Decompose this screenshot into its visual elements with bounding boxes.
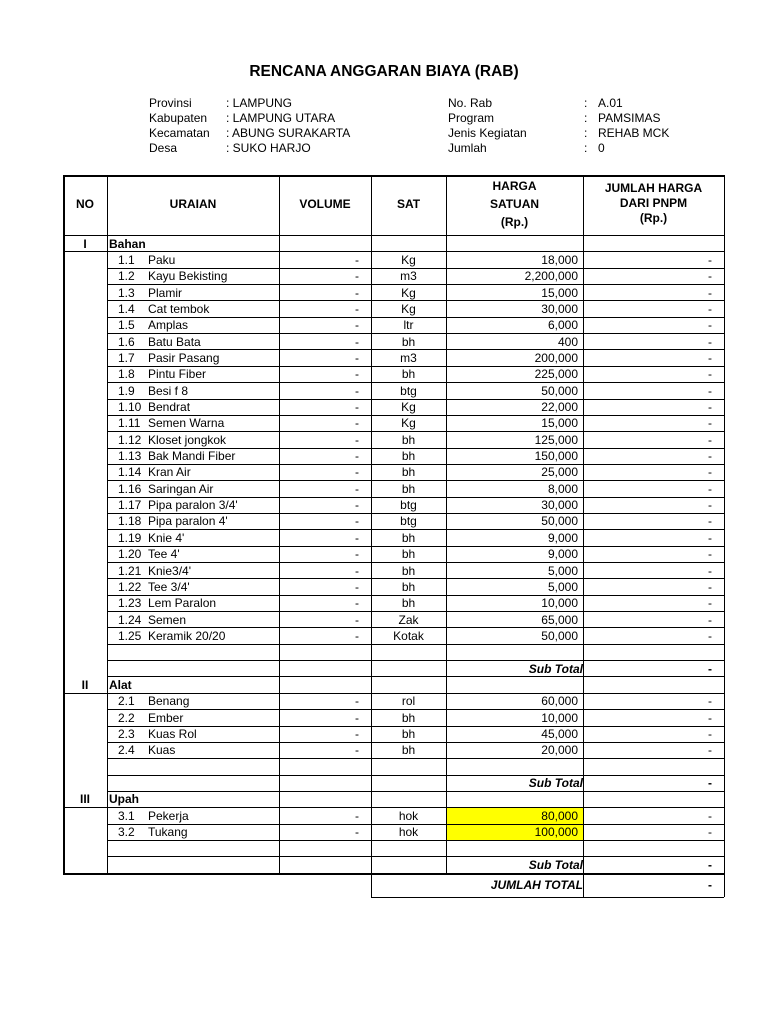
item-volume: - xyxy=(355,465,359,480)
item-amount: - xyxy=(708,514,712,529)
item-unit-price: 20,000 xyxy=(541,743,578,758)
item-unit: bh xyxy=(401,563,416,578)
column-header-volume: VOLUME xyxy=(299,197,351,211)
item-name: Bendrat xyxy=(148,400,191,414)
info-value: : SUKO HARJO xyxy=(226,141,311,155)
item-unit: Kg xyxy=(401,285,416,300)
item-number: 1.18 xyxy=(118,514,142,529)
item-unit: hok xyxy=(398,825,419,840)
item-unit: ltr xyxy=(403,318,414,333)
item-number: 2.1 xyxy=(118,694,135,709)
grid-line xyxy=(371,897,724,898)
item-unit-price: 8,000 xyxy=(547,481,578,496)
item-volume: - xyxy=(355,383,359,398)
info-colon: : xyxy=(584,141,588,155)
item-name: Knie3/4' xyxy=(148,563,191,578)
item-unit: bh xyxy=(401,367,416,382)
item-unit: Kg xyxy=(401,416,416,431)
item-volume: - xyxy=(355,416,359,431)
subtotal-label: Sub Total xyxy=(528,857,583,872)
item-amount: - xyxy=(708,449,712,464)
info-label: Provinsi xyxy=(149,96,192,110)
item-unit-price: 60,000 xyxy=(541,694,578,709)
item-number: 1.5 xyxy=(118,318,135,333)
column-header-jumlah: DARI PNPM xyxy=(619,196,688,210)
item-unit: bh xyxy=(401,710,416,725)
item-name: Pipa paralon 4' xyxy=(148,514,228,529)
info-label: Kabupaten xyxy=(149,111,208,125)
item-unit: rol xyxy=(401,694,416,709)
item-amount: - xyxy=(708,710,712,725)
subtotal-label: Sub Total xyxy=(528,661,583,676)
item-name: Kuas xyxy=(148,743,176,758)
item-name: Semen Warna xyxy=(148,416,225,431)
item-name: Tukang xyxy=(148,825,188,840)
item-name: Cat tembok xyxy=(148,301,210,316)
info-label: No. Rab xyxy=(448,96,493,110)
item-volume: - xyxy=(355,547,359,562)
item-number: 1.7 xyxy=(118,350,135,365)
item-unit-price: 200,000 xyxy=(534,350,578,365)
column-header-jumlah: JUMLAH HARGA xyxy=(604,181,703,195)
item-volume: - xyxy=(355,694,359,709)
item-volume: - xyxy=(355,350,359,365)
item-number: 1.1 xyxy=(118,252,135,267)
info-value: : ABUNG SURAKARTA xyxy=(226,126,351,140)
project-info-left-values xyxy=(226,96,350,156)
column-header-uraian: URAIAN xyxy=(169,197,217,211)
item-unit-price: 30,000 xyxy=(541,498,578,513)
item-number: 1.16 xyxy=(118,481,142,496)
item-volume: - xyxy=(355,530,359,545)
item-unit: Kg xyxy=(401,252,416,267)
item-name: Saringan Air xyxy=(148,481,214,496)
item-name: Kran Air xyxy=(148,465,191,480)
item-unit: bh xyxy=(401,481,416,496)
item-name: Besi f 8 xyxy=(148,383,189,398)
item-number: 2.2 xyxy=(118,710,135,725)
item-name: Bak Mandi Fiber xyxy=(148,449,236,464)
item-name: Benang xyxy=(148,694,190,709)
item-number: 1.13 xyxy=(118,449,142,464)
grand-total-amount: - xyxy=(708,877,712,892)
item-name: Plamir xyxy=(148,285,183,300)
project-info-left xyxy=(149,96,210,156)
item-unit-price: 150,000 xyxy=(534,449,578,464)
info-label: Kecamatan xyxy=(149,126,210,140)
item-volume: - xyxy=(355,449,359,464)
project-info-right-values xyxy=(598,96,669,156)
item-volume: - xyxy=(355,808,359,823)
item-unit-price: 50,000 xyxy=(541,383,578,398)
item-name: Lem Paralon xyxy=(148,596,217,611)
item-unit-price: 80,000 xyxy=(541,808,578,823)
item-volume: - xyxy=(355,710,359,725)
item-number: 1.24 xyxy=(118,612,142,627)
item-amount: - xyxy=(708,334,712,349)
item-unit-price: 5,000 xyxy=(547,579,578,594)
item-volume: - xyxy=(355,334,359,349)
item-unit-price: 5,000 xyxy=(547,563,578,578)
item-unit: bh xyxy=(401,727,416,741)
grid-line xyxy=(63,175,724,177)
item-unit: Kg xyxy=(401,301,416,316)
info-label: Desa xyxy=(149,141,178,155)
item-unit-price: 15,000 xyxy=(541,416,578,431)
item-volume: - xyxy=(355,743,359,758)
grand-total-label: JUMLAH TOTAL xyxy=(490,877,583,892)
item-amount: - xyxy=(708,530,712,545)
info-value: PAMSIMAS xyxy=(598,111,661,125)
grid-line xyxy=(63,873,724,875)
rab-table xyxy=(63,175,724,899)
item-unit: btg xyxy=(400,498,417,513)
subtotal-amount: - xyxy=(708,857,712,872)
item-volume: - xyxy=(355,301,359,316)
item-number: 1.20 xyxy=(118,547,142,562)
item-unit: btg xyxy=(400,514,417,529)
item-name: Pasir Pasang xyxy=(148,350,220,365)
item-volume: - xyxy=(355,498,359,513)
item-unit-price: 18,000 xyxy=(541,252,578,267)
item-name: Pintu Fiber xyxy=(148,367,207,382)
column-header-harga: HARGA xyxy=(492,179,537,193)
item-name: Batu Bata xyxy=(148,334,201,349)
item-number: 1.14 xyxy=(118,465,142,480)
item-amount: - xyxy=(708,432,712,447)
info-colon: : xyxy=(584,96,588,110)
item-amount: - xyxy=(708,727,712,741)
item-amount: - xyxy=(708,498,712,513)
item-unit-price: 9,000 xyxy=(547,547,578,562)
project-info-right-colons xyxy=(584,96,587,156)
item-number: 1.11 xyxy=(118,416,141,431)
info-value: 0 xyxy=(598,141,605,155)
item-volume: - xyxy=(355,367,359,382)
item-volume: - xyxy=(355,318,359,333)
page-title: RENCANA ANGGARAN BIAYA (RAB) xyxy=(249,63,519,80)
section-number: III xyxy=(79,792,90,807)
item-volume: - xyxy=(355,563,359,578)
item-amount: - xyxy=(708,383,712,398)
item-number: 1.10 xyxy=(118,400,142,414)
item-unit-price: 6,000 xyxy=(547,318,578,333)
item-number: 1.12 xyxy=(118,432,142,447)
item-amount: - xyxy=(708,596,712,611)
item-unit: Zak xyxy=(398,612,419,627)
item-unit-price: 2,200,000 xyxy=(524,269,578,284)
item-unit-price: 9,000 xyxy=(547,530,578,545)
item-number: 1.3 xyxy=(118,285,135,300)
info-value: : LAMPUNG xyxy=(226,96,293,110)
item-unit-price: 50,000 xyxy=(541,514,578,529)
item-unit: bh xyxy=(401,743,416,758)
item-name: Knie 4' xyxy=(148,530,185,545)
item-number: 1.19 xyxy=(118,530,142,545)
item-amount: - xyxy=(708,465,712,480)
item-name: Amplas xyxy=(148,318,189,333)
item-volume: - xyxy=(355,269,359,284)
item-number: 1.23 xyxy=(118,596,142,611)
item-amount: - xyxy=(708,269,712,284)
column-header-jumlah: (Rp.) xyxy=(639,211,668,225)
item-number: 2.4 xyxy=(118,743,135,758)
item-unit-price: 15,000 xyxy=(541,285,578,300)
info-value: A.01 xyxy=(598,96,623,110)
item-number: 1.22 xyxy=(118,579,142,594)
item-unit-price: 10,000 xyxy=(541,596,578,611)
section-name: Bahan xyxy=(109,236,146,251)
item-amount: - xyxy=(708,252,712,267)
item-amount: - xyxy=(708,547,712,562)
item-number: 3.1 xyxy=(118,808,135,823)
grid-line xyxy=(63,235,724,236)
item-number: 1.17 xyxy=(118,498,142,513)
item-unit-price: 30,000 xyxy=(541,301,578,316)
item-name: Tee 4' xyxy=(148,547,180,562)
grid-line xyxy=(107,175,108,873)
item-number: 1.2 xyxy=(118,269,135,284)
item-name: Paku xyxy=(148,252,176,267)
item-amount: - xyxy=(708,825,712,840)
item-volume: - xyxy=(355,285,359,300)
item-name: Pipa paralon 3/4' xyxy=(148,498,238,513)
info-label: Program xyxy=(448,111,495,125)
item-amount: - xyxy=(708,318,712,333)
info-value: : LAMPUNG UTARA xyxy=(226,111,336,125)
item-number: 1.9 xyxy=(118,383,135,398)
item-volume: - xyxy=(355,579,359,594)
item-volume: - xyxy=(355,400,359,414)
item-amount: - xyxy=(708,301,712,316)
info-label: Jumlah xyxy=(448,141,487,155)
item-amount: - xyxy=(708,579,712,594)
info-colon: : xyxy=(584,126,588,140)
column-header-harga: SATUAN xyxy=(489,197,540,211)
item-amount: - xyxy=(708,350,712,365)
item-unit: btg xyxy=(400,383,417,398)
info-colon: : xyxy=(584,111,588,125)
item-name: Kayu Bekisting xyxy=(148,269,228,284)
item-amount: - xyxy=(708,612,712,627)
item-unit-price: 125,000 xyxy=(534,432,578,447)
grid-line xyxy=(107,644,724,645)
subtotal-amount: - xyxy=(708,776,712,791)
item-name: Semen xyxy=(148,612,187,627)
item-unit-price: 225,000 xyxy=(534,367,578,382)
item-unit: bh xyxy=(401,432,416,447)
item-amount: - xyxy=(708,694,712,709)
section-name: Upah xyxy=(109,792,139,807)
section-number: I xyxy=(83,236,87,251)
item-amount: - xyxy=(708,416,712,431)
item-volume: - xyxy=(355,628,359,643)
item-amount: - xyxy=(708,285,712,300)
item-unit: hok xyxy=(398,808,419,823)
item-volume: - xyxy=(355,596,359,611)
item-amount: - xyxy=(708,400,712,414)
item-unit: bh xyxy=(401,465,416,480)
item-amount: - xyxy=(708,808,712,823)
item-amount: - xyxy=(708,628,712,643)
item-unit: bh xyxy=(401,334,416,349)
item-unit: m3 xyxy=(400,350,417,365)
item-number: 1.6 xyxy=(118,334,135,349)
item-unit: Kg xyxy=(401,400,416,414)
item-name: Keramik 20/20 xyxy=(148,628,226,643)
column-header-sat: SAT xyxy=(396,197,421,211)
item-name: Pekerja xyxy=(148,808,189,823)
subtotal-label: Sub Total xyxy=(528,776,583,791)
item-unit-price: 45,000 xyxy=(541,727,578,741)
item-volume: - xyxy=(355,252,359,267)
project-info-right xyxy=(448,96,527,156)
item-volume: - xyxy=(355,612,359,627)
item-unit-price: 25,000 xyxy=(541,465,578,480)
subtotal-amount: - xyxy=(708,661,712,676)
grid-line xyxy=(724,175,725,897)
column-header-harga: (Rp.) xyxy=(500,215,529,229)
item-name: Kloset jongkok xyxy=(148,432,227,447)
item-unit: m3 xyxy=(400,269,417,284)
item-number: 1.8 xyxy=(118,367,135,382)
item-unit: Kotak xyxy=(393,628,424,643)
item-volume: - xyxy=(355,825,359,840)
item-unit-price: 22,000 xyxy=(541,400,578,414)
item-unit: bh xyxy=(401,596,416,611)
item-unit: bh xyxy=(401,579,416,594)
item-name: Tee 3/4' xyxy=(148,579,190,594)
item-unit-price: 50,000 xyxy=(541,628,578,643)
item-unit: bh xyxy=(401,547,416,562)
item-number: 2.3 xyxy=(118,727,135,741)
item-amount: - xyxy=(708,367,712,382)
item-unit: bh xyxy=(401,530,416,545)
section-name: Alat xyxy=(109,677,132,692)
info-label: Jenis Kegiatan xyxy=(448,126,527,140)
item-unit-price: 100,000 xyxy=(534,825,578,840)
item-name: Kuas Rol xyxy=(148,727,197,741)
grid-line xyxy=(63,175,65,873)
item-volume: - xyxy=(355,514,359,529)
item-unit-price: 400 xyxy=(557,334,578,349)
item-unit-price: 65,000 xyxy=(541,612,578,627)
item-name: Ember xyxy=(148,710,184,725)
item-volume: - xyxy=(355,727,359,741)
item-volume: - xyxy=(355,432,359,447)
item-number: 1.25 xyxy=(118,628,142,643)
item-volume: - xyxy=(355,481,359,496)
item-number: 1.4 xyxy=(118,301,135,316)
section-number: II xyxy=(81,677,89,692)
item-unit: bh xyxy=(401,449,416,464)
item-amount: - xyxy=(708,481,712,496)
item-number: 3.2 xyxy=(118,825,135,840)
item-unit-price: 10,000 xyxy=(541,710,578,725)
item-amount: - xyxy=(708,563,712,578)
item-amount: - xyxy=(708,743,712,758)
item-number: 1.21 xyxy=(118,563,142,578)
column-header-no: NO xyxy=(76,197,94,211)
info-value: REHAB MCK xyxy=(598,126,670,140)
